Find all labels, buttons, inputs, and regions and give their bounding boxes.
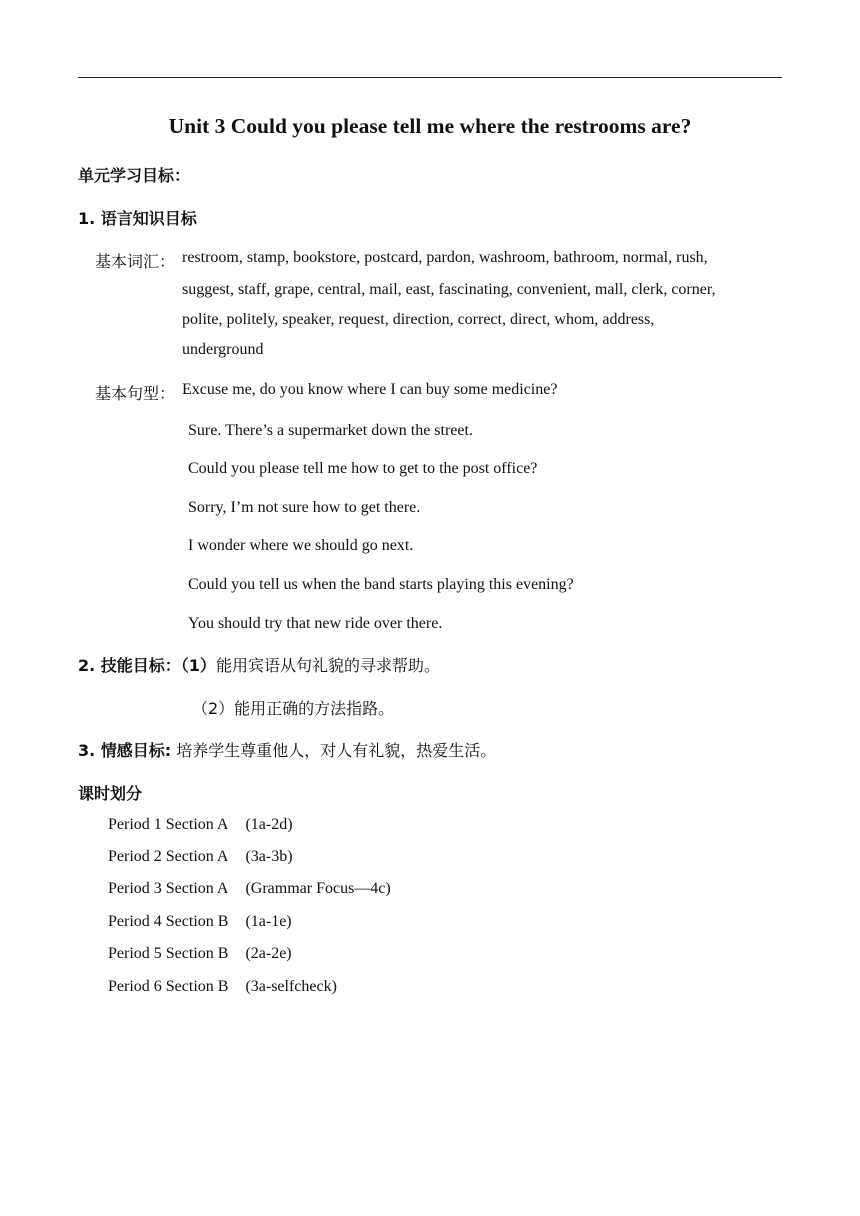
period-range: (1a-2d) xyxy=(245,816,293,833)
sentence: Sure. There’s a supermarket down the street. xyxy=(188,422,473,439)
period-row xyxy=(108,880,391,898)
sentence: Could you please tell me how to get to the post office? xyxy=(188,460,538,477)
sentence: I wonder where we should go next. xyxy=(188,537,414,554)
period-row xyxy=(108,848,293,866)
document-title: Unit 3 Could you please tell me where the restrooms are? xyxy=(168,114,692,138)
period-label: Period 3 Section A xyxy=(108,880,229,897)
period-row xyxy=(108,978,337,996)
unit-goals-heading: 单元学习目标： xyxy=(78,166,191,185)
vocab-line: underground xyxy=(182,341,264,358)
vocab-line: polite, politely, speaker, request, direction, correct, direct, whom, address, xyxy=(182,311,655,328)
section1-heading: 1. 语言知识目标 xyxy=(78,209,197,228)
period-range: (1a-1e) xyxy=(245,913,292,930)
period-row xyxy=(108,945,292,963)
section3-text: 培养学生尊重他人，对人有礼貌，热爱生活。 xyxy=(171,741,497,760)
section2-item1-text: 能用宾语从句礼貌的寻求帮助。 xyxy=(215,656,440,675)
period-range: (2a-2e) xyxy=(245,945,292,962)
vocab-label: 基本词汇： xyxy=(95,252,176,271)
period-range: (3a-selfcheck) xyxy=(245,978,337,995)
vocab-line: restroom, stamp, bookstore, postcard, pardon, washroom, bathroom, normal, rush, xyxy=(182,249,708,266)
section2-heading: 2. 技能目标： xyxy=(78,656,181,675)
sentence: You should try that new ride over there. xyxy=(188,615,443,632)
period-range: (Grammar Focus—4c) xyxy=(245,880,391,897)
period-label: Period 1 Section A xyxy=(108,816,229,833)
period-range: (3a-3b) xyxy=(245,848,293,865)
section3-heading: 3. 情感目标: xyxy=(78,741,172,760)
periods-heading: 课时划分 xyxy=(78,784,143,803)
period-row xyxy=(108,816,293,834)
period-row xyxy=(108,913,292,931)
vocab-line: suggest, staff, grape, central, mail, east, fascinating, convenient, mall, clerk, corner, xyxy=(182,281,716,298)
section2-item2: （2）能用正确的方法指路。 xyxy=(192,699,395,718)
sentence: Excuse me, do you know where I can buy some medicine? xyxy=(182,381,558,398)
period-label: Period 5 Section B xyxy=(108,945,229,962)
section2-item1-num: （1） xyxy=(180,656,216,675)
period-label: Period 4 Section B xyxy=(108,913,229,930)
period-label: Period 2 Section A xyxy=(108,848,229,865)
period-label: Period 6 Section B xyxy=(108,978,229,995)
sentence: Could you tell us when the band starts playing this evening? xyxy=(188,576,574,593)
section3-line xyxy=(78,738,496,761)
header-rule xyxy=(78,77,782,78)
section2-line xyxy=(78,653,440,676)
sentence: Sorry, I’m not sure how to get there. xyxy=(188,499,421,516)
sentence-label: 基本句型： xyxy=(95,384,176,403)
